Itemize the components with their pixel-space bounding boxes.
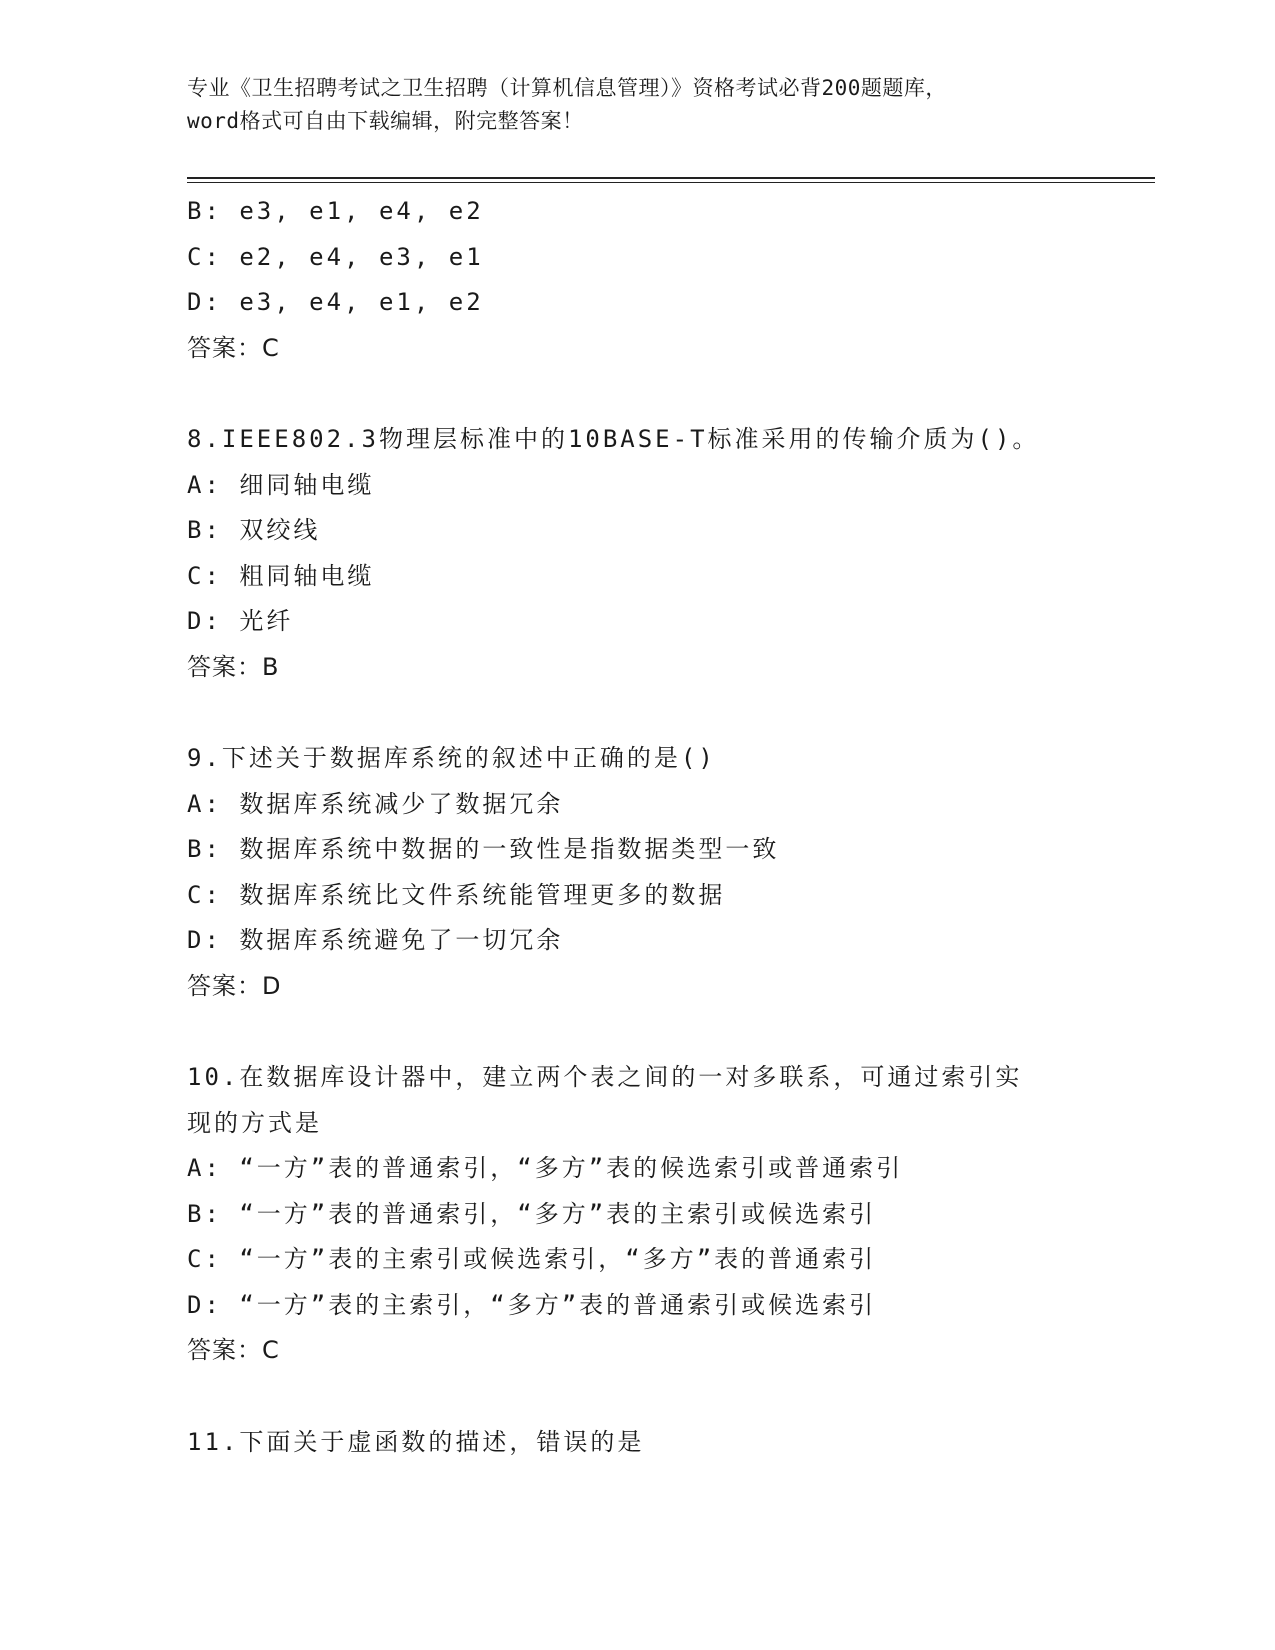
option-b: B: “一方”表的普通索引，“多方”表的主索引或候选索引: [187, 1199, 877, 1228]
header-line-2: word格式可自由下载编辑，附完整答案！: [187, 109, 584, 133]
answer-label: 答案：C: [187, 333, 280, 362]
question-stem: 9.下述关于数据库系统的叙述中正确的是(): [187, 744, 716, 772]
option-c: C: e2, e4, e3, e1: [187, 242, 484, 271]
answer-label: 答案：B: [187, 652, 280, 681]
option-d: D: e3, e4, e1, e2: [187, 288, 484, 316]
question-stem-line-1: 10.在数据库设计器中，建立两个表之间的一对多联系，可通过索引实: [187, 1063, 1023, 1091]
spacer: [187, 371, 1087, 417]
header-line-1: 专业《卫生招聘考试之卫生招聘（计算机信息管理）》资格考试必背200题题库，: [187, 76, 947, 100]
option-a: A: 数据库系统减少了数据冗余: [187, 789, 564, 818]
option-c: C: “一方”表的主索引或候选索引，“多方”表的普通索引: [187, 1245, 877, 1273]
spacer: [187, 1009, 1087, 1055]
question-8: [187, 417, 1087, 690]
option-d: D: “一方”表的主索引，“多方”表的普通索引或候选索引: [187, 1290, 877, 1319]
question-stem: 11.下面关于虚函数的描述，错误的是: [187, 1427, 645, 1456]
header-divider-thick: [187, 177, 1155, 179]
option-d: D: 数据库系统避免了一切冗余: [187, 926, 564, 954]
option-b: B: e3, e1, e4, e2: [187, 197, 484, 225]
question-9: [187, 736, 1087, 1009]
option-a: A: 细同轴电缆: [187, 470, 375, 499]
question-7-continued: [187, 189, 1087, 371]
question-list: [187, 189, 1087, 1465]
option-d: D: 光纤: [187, 607, 294, 635]
option-b: B: 数据库系统中数据的一致性是指数据类型一致: [187, 835, 780, 863]
question-11: [187, 1420, 1087, 1466]
option-c: C: 数据库系统比文件系统能管理更多的数据: [187, 880, 726, 909]
option-a: A: “一方”表的普通索引，“多方”表的候选索引或普通索引: [187, 1154, 904, 1182]
answer-label: 答案：C: [187, 1336, 280, 1364]
header-divider-thin: [187, 182, 1155, 183]
document-header: [187, 72, 1087, 138]
question-stem-line-2: 现的方式是: [187, 1108, 322, 1137]
option-b: B: 双绞线: [187, 516, 321, 544]
option-c: C: 粗同轴电缆: [187, 561, 375, 590]
answer-label: 答案：D: [187, 971, 282, 1000]
spacer: [187, 1374, 1087, 1420]
question-stem: 8.IEEE802.3物理层标准中的10BASE-T标准采用的传输介质为()。: [187, 425, 1040, 453]
question-10: [187, 1055, 1087, 1374]
spacer: [187, 690, 1087, 736]
